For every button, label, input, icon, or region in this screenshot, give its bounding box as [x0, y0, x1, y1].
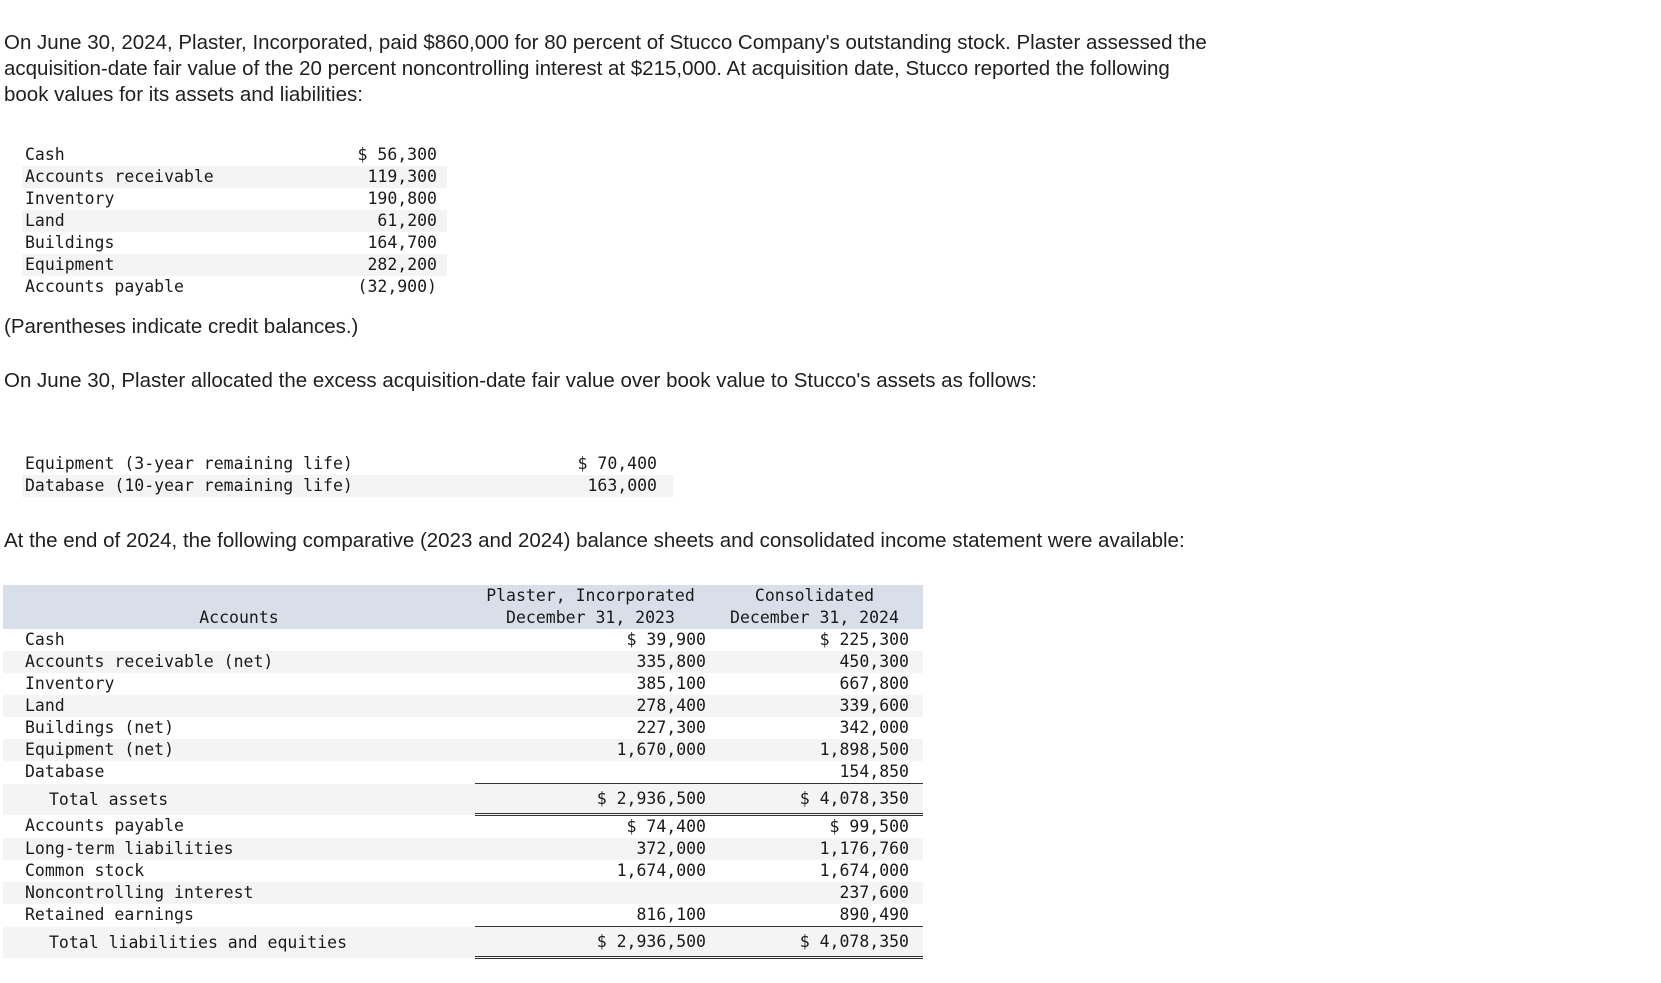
cell-2023: $ 2,936,500: [475, 927, 720, 958]
col2-header-line2: December 31, 2024: [720, 607, 923, 629]
cell-2024: 667,800: [839, 674, 909, 693]
allocation-table: [22, 453, 673, 497]
row-label: Equipment: [22, 254, 307, 276]
row-label: Accounts receivable (net): [3, 651, 475, 673]
table-row: [3, 904, 923, 927]
row-label: Database: [25, 762, 105, 782]
row-label: Cash: [25, 145, 65, 164]
table-row: [22, 276, 447, 298]
row-label: Inventory: [25, 189, 115, 208]
cell-2024: $ 4,078,350: [720, 927, 923, 958]
cell-2024: 342,000: [839, 718, 909, 737]
cell-2024: $ 99,500: [829, 817, 909, 836]
row-label: Accounts receivable: [22, 166, 307, 188]
row-label: Total assets: [3, 784, 475, 815]
row-value: (32,900): [357, 277, 437, 296]
intro-paragraph: [4, 30, 1207, 108]
col1-header-line2: December 31, 2023: [475, 607, 720, 629]
cell-2024: 450,300: [720, 651, 923, 673]
row-label: Cash: [25, 630, 65, 649]
comparative-intro: At the end of 2024, the following comparative (2023 and 2024) balance sheets and consolidated income statement were available:: [4, 529, 1185, 552]
table-row: [3, 860, 923, 882]
table-header-row: [3, 607, 923, 629]
book-values-table: [22, 144, 447, 298]
cell-2023: 1,670,000: [475, 739, 720, 761]
row-value: $ 56,300: [357, 145, 437, 164]
row-label: Inventory: [25, 674, 115, 693]
cell-2023: 385,100: [636, 674, 706, 693]
row-label: Common stock: [25, 861, 145, 880]
table-row: [3, 673, 923, 695]
col1-header-line1: Plaster, Incorporated: [475, 585, 720, 607]
table-header-row: [3, 585, 923, 607]
table-row: [22, 210, 447, 232]
cell-2023: 278,400: [475, 695, 720, 717]
cell-2024: $ 4,078,350: [720, 784, 923, 815]
row-label: Noncontrolling interest: [3, 882, 475, 904]
row-value: 164,700: [367, 233, 437, 252]
row-value: 119,300: [307, 166, 447, 188]
table-row: [3, 629, 923, 651]
table-row: [3, 815, 923, 839]
table-row: [3, 761, 923, 784]
row-label: Database (10-year remaining life): [22, 475, 467, 497]
cell-2023: [475, 761, 720, 784]
allocation-intro: On June 30, Plaster allocated the excess acquisition-date fair value over book value to Stucco's assets as follows:: [4, 369, 1037, 392]
intro-line-3: book values for its assets and liabilities:: [4, 83, 363, 106]
table-row: [22, 475, 673, 497]
row-label: Land: [3, 695, 475, 717]
table-row: [22, 232, 447, 254]
row-value: 163,000: [467, 475, 673, 497]
table-row: [3, 882, 923, 904]
row-label: Buildings (net): [25, 718, 175, 737]
row-value: $ 70,400: [577, 454, 657, 473]
row-value: 282,200: [307, 254, 447, 276]
table-row: [22, 166, 447, 188]
row-label: Equipment (net): [3, 739, 475, 761]
cell-2023: 372,000: [475, 838, 720, 860]
row-value: 190,800: [367, 189, 437, 208]
cell-2023: $ 39,900: [626, 630, 706, 649]
table-row: [3, 717, 923, 739]
cell-2024: $ 225,300: [819, 630, 909, 649]
row-label: Equipment (3-year remaining life): [25, 454, 353, 473]
cell-2023: [475, 882, 720, 904]
row-label: Long-term liabilities: [3, 838, 475, 860]
total-assets-row: [3, 784, 923, 815]
cell-2024: 1,176,760: [720, 838, 923, 860]
row-label: Total liabilities and equities: [3, 927, 475, 958]
cell-2023: 1,674,000: [616, 861, 706, 880]
cell-2024: 890,490: [839, 905, 909, 924]
row-label: Retained earnings: [25, 905, 194, 925]
table-row: [3, 739, 923, 761]
row-label: Buildings: [25, 233, 115, 252]
balance-sheet-table: [3, 585, 923, 959]
table-row: [3, 838, 923, 860]
table-row: [3, 695, 923, 717]
col2-header-line1: Consolidated: [720, 585, 923, 607]
cell-2023: 335,800: [475, 651, 720, 673]
cell-2024: 237,600: [720, 882, 923, 904]
row-label: Accounts payable: [25, 816, 184, 836]
row-label: Land: [22, 210, 307, 232]
table-row: [22, 188, 447, 210]
intro-line-2: acquisition-date fair value of the 20 percent noncontrolling interest at $215,000. At acquisition date, Stucco reported the following: [4, 57, 1170, 80]
cell-2023: $ 2,936,500: [475, 784, 720, 815]
table-row: [22, 144, 447, 166]
table-row: [3, 651, 923, 673]
accounts-header: Accounts: [3, 607, 475, 629]
row-value: 61,200: [307, 210, 447, 232]
cell-2023: 227,300: [636, 718, 706, 737]
parentheses-note: (Parentheses indicate credit balances.): [4, 315, 359, 338]
row-label: Accounts payable: [25, 277, 184, 296]
table-row: [22, 254, 447, 276]
cell-2024: 154,850: [839, 762, 909, 781]
cell-2024: 1,898,500: [720, 739, 923, 761]
cell-2024: 339,600: [720, 695, 923, 717]
cell-2023: 816,100: [636, 905, 706, 924]
total-liabilities-row: [3, 927, 923, 958]
cell-2023: $ 74,400: [626, 817, 706, 836]
table-row: [22, 453, 673, 475]
intro-line-1: On June 30, 2024, Plaster, Incorporated, paid $860,000 for 80 percent of Stucco Company's outstanding stock. Plaster assessed the: [4, 31, 1207, 54]
cell-2024: 1,674,000: [819, 861, 909, 880]
